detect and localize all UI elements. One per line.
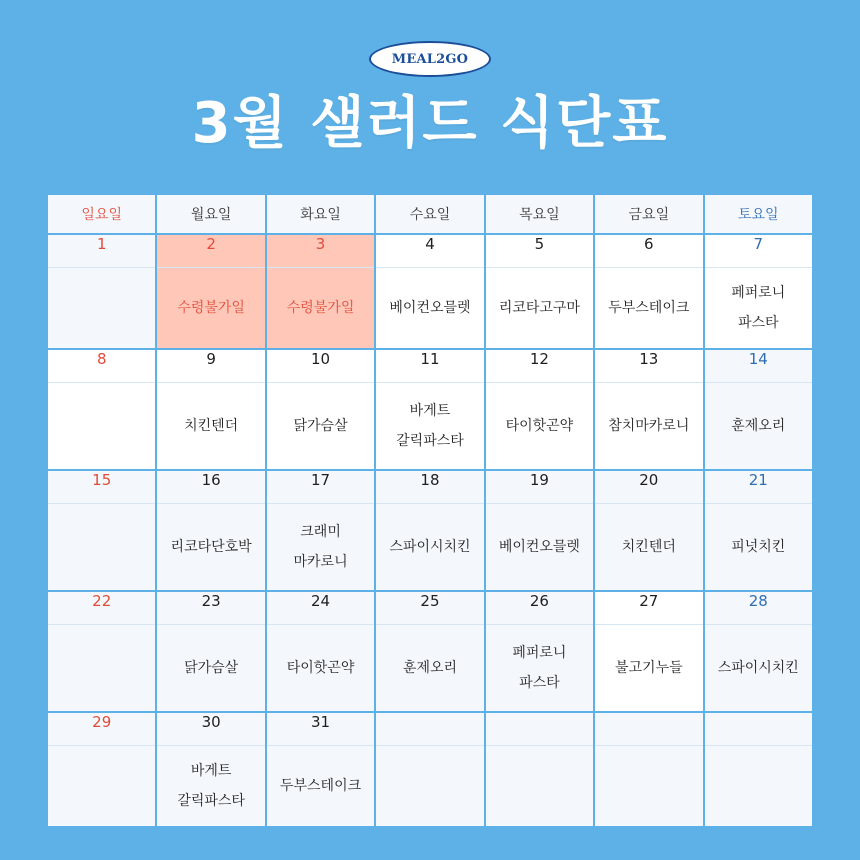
weekday-header-wednesday: 수요일 [375, 194, 484, 234]
calendar-day-cell [704, 712, 813, 827]
menu-item [48, 625, 155, 711]
calendar-day-cell [704, 591, 813, 712]
day-number: 7 [705, 235, 812, 268]
calendar-day-cell [266, 234, 375, 349]
day-number: 12 [486, 350, 593, 383]
menu-item: 두부스테이크 [279, 778, 362, 794]
week-row [47, 591, 813, 712]
menu-item [376, 746, 483, 826]
menu-item [705, 746, 812, 826]
menu-item: 베이컨오믈렛 [389, 300, 471, 316]
menu-item: 훈제오리 [731, 418, 786, 434]
day-number: 3 [267, 235, 374, 268]
weekday-header-sunday: 일요일 [47, 194, 156, 234]
menu-item: 스파이시치킨 [717, 660, 799, 676]
menu-item: 스파이시치킨 [389, 539, 471, 555]
weekday-header-monday: 월요일 [156, 194, 265, 234]
menu-item: 리코타단호박 [170, 539, 252, 555]
day-number: 29 [48, 713, 155, 746]
calendar-day-cell [375, 712, 484, 827]
day-number: 11 [376, 350, 483, 383]
day-number: 17 [267, 471, 374, 504]
weekday-header-tuesday: 화요일 [266, 194, 375, 234]
menu-item: 불고기누들 [615, 660, 683, 676]
meal-calendar [46, 193, 814, 828]
menu-item: 훈제오리 [402, 660, 458, 676]
day-number: 1 [48, 235, 155, 268]
menu-item: 페퍼로니 파스타 [512, 645, 567, 691]
calendar-day-cell [156, 591, 265, 712]
calendar-day-cell [594, 712, 703, 827]
day-number: 5 [486, 235, 593, 268]
day-number: 16 [157, 471, 264, 504]
calendar-day-cell [156, 234, 265, 349]
menu-item: 리코타고구마 [498, 300, 580, 316]
menu-item: 바게트 갈릭파스타 [177, 763, 245, 809]
calendar-day-cell [47, 234, 156, 349]
menu-item: 수령불가일 [286, 300, 355, 316]
calendar-day-cell [47, 591, 156, 712]
weekday-header-friday: 금요일 [594, 194, 703, 234]
calendar-day-cell [375, 470, 484, 591]
day-number: 18 [376, 471, 483, 504]
day-number [376, 713, 483, 746]
calendar-day-cell [47, 470, 156, 591]
day-number: 6 [595, 235, 702, 268]
day-number: 30 [157, 713, 264, 746]
week-row [47, 234, 813, 349]
menu-item: 닭가슴살 [293, 418, 348, 434]
calendar-day-cell [375, 349, 484, 470]
day-number: 21 [705, 471, 812, 504]
menu-item: 치킨텐더 [184, 418, 239, 434]
day-number: 23 [157, 592, 264, 625]
calendar-day-cell [47, 712, 156, 827]
week-row [47, 470, 813, 591]
day-number: 14 [705, 350, 812, 383]
day-number [595, 713, 702, 746]
menu-item: 타이핫곤약 [286, 660, 355, 676]
weekday-header-thursday: 목요일 [485, 194, 594, 234]
menu-item [595, 746, 702, 826]
day-number: 15 [48, 471, 155, 504]
week-row [47, 349, 813, 470]
menu-item: 닭가슴살 [184, 660, 239, 676]
calendar-day-cell [266, 470, 375, 591]
day-number: 25 [376, 592, 483, 625]
menu-item [48, 746, 155, 826]
menu-item [48, 504, 155, 590]
calendar-day-cell [156, 470, 265, 591]
day-number: 28 [705, 592, 812, 625]
calendar-day-cell [594, 591, 703, 712]
calendar-day-cell [47, 349, 156, 470]
menu-item: 치킨텐더 [621, 539, 676, 555]
menu-item: 피넛치킨 [731, 539, 786, 555]
menu-item: 페퍼로니 파스타 [731, 285, 786, 331]
day-number: 22 [48, 592, 155, 625]
calendar-day-cell [266, 712, 375, 827]
calendar-day-cell [704, 470, 813, 591]
calendar-day-cell [485, 591, 594, 712]
menu-item [48, 383, 155, 469]
brand-logo [369, 41, 491, 77]
day-number: 31 [267, 713, 374, 746]
brand-logo-text: MEAL2GO [391, 51, 469, 67]
week-row [47, 712, 813, 827]
calendar-day-cell [594, 349, 703, 470]
calendar-day-cell [485, 712, 594, 827]
weekday-header-saturday: 토요일 [704, 194, 813, 234]
calendar-day-cell [156, 349, 265, 470]
calendar-day-cell [485, 470, 594, 591]
calendar-day-cell [266, 349, 375, 470]
day-number: 9 [157, 350, 264, 383]
day-number: 10 [267, 350, 374, 383]
day-number: 13 [595, 350, 702, 383]
menu-item: 크래미 마카로니 [293, 524, 348, 570]
day-number [486, 713, 593, 746]
day-number: 8 [48, 350, 155, 383]
day-number: 2 [157, 235, 264, 268]
calendar-day-cell [266, 591, 375, 712]
calendar-day-cell [485, 234, 594, 349]
day-number: 24 [267, 592, 374, 625]
calendar-day-cell [375, 234, 484, 349]
page-title: 3월 샐러드 식단표 [191, 91, 669, 156]
menu-item [48, 268, 155, 348]
calendar-day-cell [594, 470, 703, 591]
calendar-day-cell [156, 712, 265, 827]
menu-item: 두부스테이크 [608, 300, 690, 316]
weekday-header-row [47, 194, 813, 234]
day-number: 20 [595, 471, 702, 504]
menu-item: 타이핫곤약 [505, 418, 574, 434]
menu-item: 바게트 갈릭파스타 [396, 403, 464, 449]
day-number: 4 [376, 235, 483, 268]
menu-item [486, 746, 593, 826]
menu-item: 수령불가일 [177, 300, 245, 316]
day-number: 26 [486, 592, 593, 625]
day-number: 27 [595, 592, 702, 625]
day-number [705, 713, 812, 746]
menu-item: 베이컨오믈렛 [498, 539, 580, 555]
calendar-day-cell [704, 234, 813, 349]
day-number: 19 [486, 471, 593, 504]
calendar-day-cell [704, 349, 813, 470]
calendar-day-cell [375, 591, 484, 712]
calendar-day-cell [485, 349, 594, 470]
menu-item: 참치마카로니 [608, 418, 690, 434]
calendar-day-cell [594, 234, 703, 349]
